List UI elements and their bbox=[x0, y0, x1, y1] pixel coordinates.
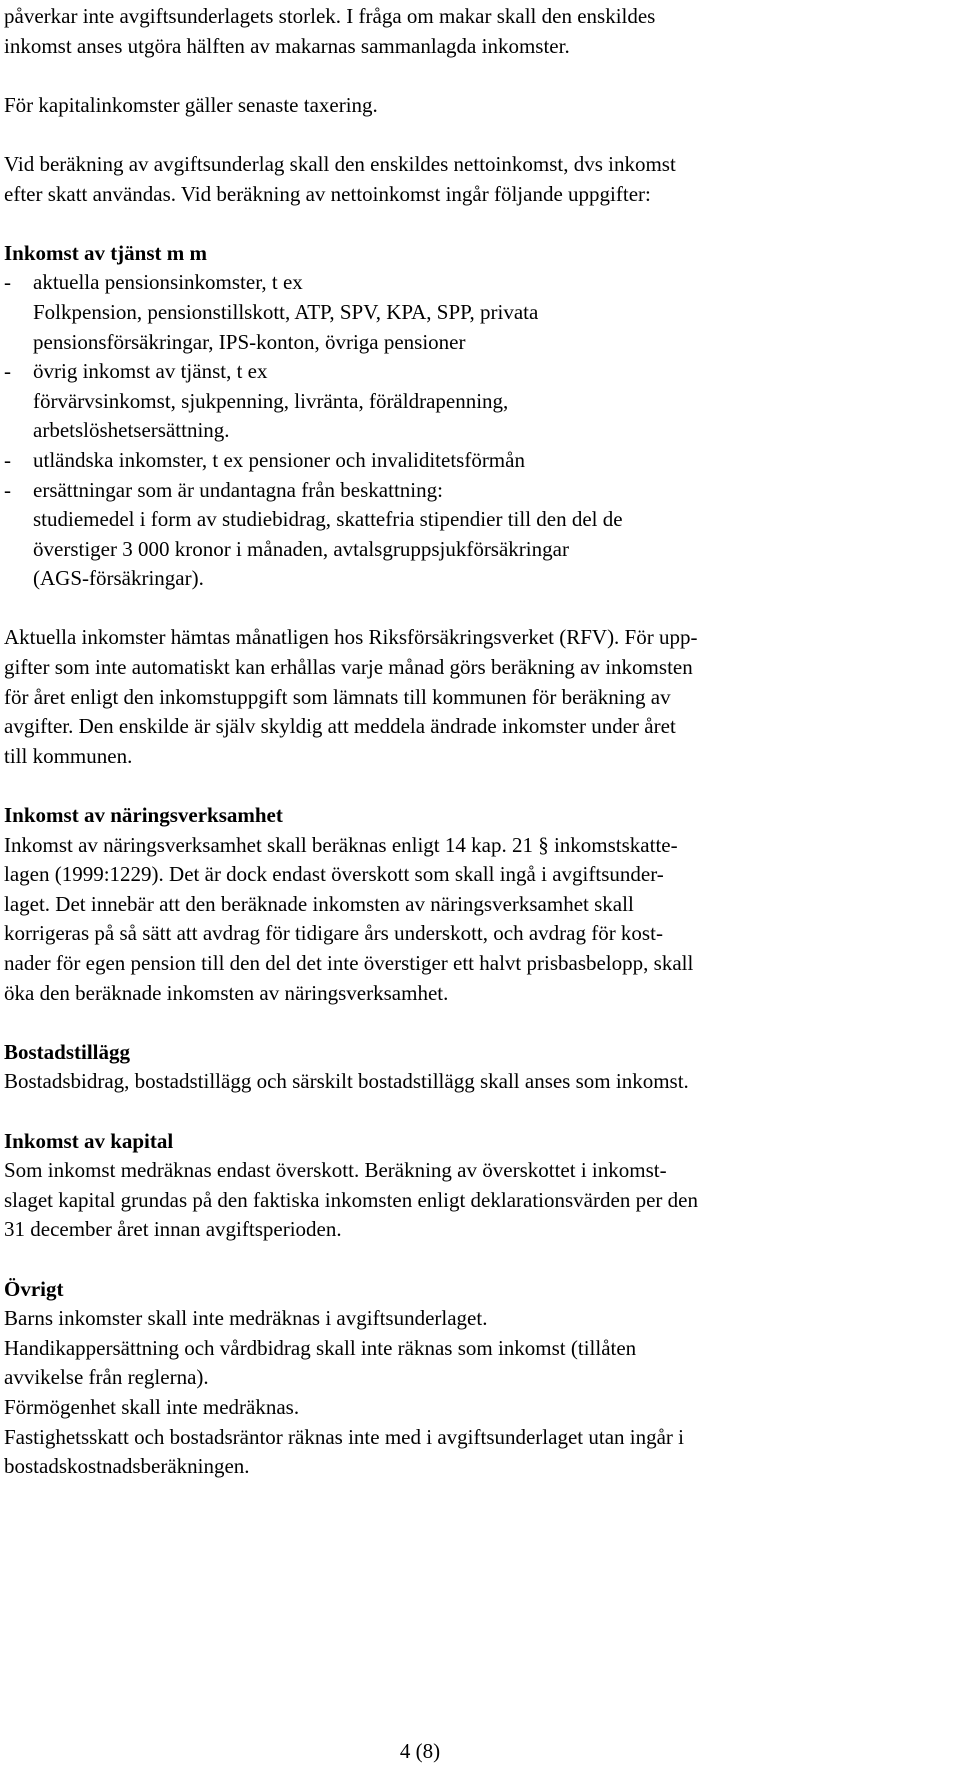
spacer bbox=[4, 1245, 960, 1275]
spacer bbox=[4, 1097, 960, 1127]
section-heading: Bostadstillägg bbox=[4, 1039, 131, 1064]
text-line: 31 december året innan avgiftsperioden. bbox=[4, 1217, 342, 1242]
text-line: för året enligt den inkomstuppgift som lämnats till kommunen för beräkning av bbox=[4, 684, 671, 709]
list-dash: - bbox=[4, 477, 11, 502]
text-line: lagen (1999:1229). Det är dock endast överskott som skall ingå i avgiftsunder- bbox=[4, 862, 664, 887]
text-line: slaget kapital grundas på den faktiska inkomsten enligt deklarationsvärden per den bbox=[4, 1187, 698, 1212]
text-line: Förmögenhet skall inte medräknas. bbox=[4, 1394, 300, 1419]
list-item-continuation: pensionsförsäkringar, IPS-konton, övriga pensioner bbox=[33, 329, 466, 354]
section-inkomst-av-tjanst bbox=[4, 239, 960, 594]
text-line: Barns inkomster skall inte medräknas i avgiftsunderlaget. bbox=[4, 1306, 488, 1331]
section-heading: Inkomst av tjänst m m bbox=[4, 240, 208, 265]
text-line: Handikappersättning och vårdbidrag skall inte räknas som inkomst (tillåten bbox=[4, 1335, 637, 1360]
section-naringsverksamhet bbox=[4, 801, 960, 1008]
section-heading: Övrigt bbox=[4, 1276, 64, 1301]
list-item-continuation: studiemedel i form av studiebidrag, skattefria stipendier till den del de bbox=[33, 507, 623, 532]
list-item bbox=[4, 357, 960, 387]
text-line: För kapitalinkomster gäller senaste taxering. bbox=[4, 92, 378, 117]
spacer bbox=[4, 120, 960, 150]
list-item-text: övrig inkomst av tjänst, t ex bbox=[33, 359, 268, 384]
page-number-text: 4 (8) bbox=[399, 1739, 441, 1763]
section-ovrigt bbox=[4, 1275, 960, 1482]
text-line: avgifter. Den enskilde är själv skyldig att meddela ändrade inkomster under året bbox=[4, 714, 676, 739]
text-line: bostadskostnadsberäkningen. bbox=[4, 1454, 250, 1479]
list-dash: - bbox=[4, 447, 11, 472]
spacer bbox=[4, 61, 960, 91]
list-item bbox=[4, 476, 960, 506]
section-bostadstillagg bbox=[4, 1038, 960, 1097]
text-line: avvikelse från reglerna). bbox=[4, 1365, 209, 1390]
list-item bbox=[4, 268, 960, 298]
list-item-continuation: (AGS-försäkringar). bbox=[33, 566, 204, 591]
paragraph-rfv bbox=[4, 623, 960, 771]
text-line: Som inkomst medräknas endast överskott. Beräkning av överskottet i inkomst- bbox=[4, 1158, 667, 1183]
list-item-continuation: överstiger 3 000 kronor i månaden, avtalsgruppsjukförsäkringar bbox=[33, 536, 569, 561]
text-line: öka den beräknade inkomsten av näringsverksamhet. bbox=[4, 980, 449, 1005]
section-inkomst-av-kapital bbox=[4, 1127, 960, 1245]
text-line: Aktuella inkomster hämtas månatligen hos Riksförsäkringsverket (RFV). För upp- bbox=[4, 625, 698, 650]
spacer bbox=[4, 594, 960, 624]
intro-paragraph bbox=[4, 2, 960, 61]
text-line: Vid beräkning av avgiftsunderlag skall den enskildes nettoinkomst, dvs inkomst bbox=[4, 151, 676, 176]
list-item bbox=[4, 446, 960, 476]
spacer bbox=[4, 1008, 960, 1038]
text-line: inkomst anses utgöra hälften av makarnas sammanlagda inkomster. bbox=[4, 33, 570, 58]
text-line: Bostadsbidrag, bostadstillägg och särskilt bostadstillägg skall anses som inkomst. bbox=[4, 1069, 689, 1094]
list-item-text: utländska inkomster, t ex pensioner och invaliditetsförmån bbox=[33, 447, 525, 472]
section-heading: Inkomst av näringsverksamhet bbox=[4, 803, 283, 828]
text-line: nader för egen pension till den del det inte överstiger ett halvt prisbasbelopp, skall bbox=[4, 951, 694, 975]
section-heading: Inkomst av kapital bbox=[4, 1128, 174, 1153]
list-item-continuation: Folkpension, pensionstillskott, ATP, SPV, KPA, SPP, privata bbox=[33, 299, 539, 324]
spacer bbox=[4, 209, 960, 239]
text-line: Inkomst av näringsverksamhet skall beräknas enligt 14 kap. 21 § inkomstskatte- bbox=[4, 832, 678, 857]
text-line: gifter som inte automatiskt kan erhållas varje månad görs beräkning av inkomsten bbox=[4, 655, 693, 680]
text-line: efter skatt användas. Vid beräkning av nettoinkomst ingår följande uppgifter: bbox=[4, 181, 651, 206]
spacer bbox=[4, 771, 960, 801]
list-item-continuation: förvärvsinkomst, sjukpenning, livränta, föräldrapenning, bbox=[33, 388, 509, 413]
text-line: påverkar inte avgiftsunderlagets storlek. I fråga om makar skall den enskildes bbox=[4, 4, 656, 28]
list-item-text: ersättningar som är undantagna från beskattning: bbox=[33, 477, 443, 502]
list-item-text: aktuella pensionsinkomster, t ex bbox=[33, 270, 303, 295]
text-line: laget. Det innebär att den beräknade inkomsten av näringsverksamhet skall bbox=[4, 891, 634, 916]
list-dash: - bbox=[4, 359, 11, 384]
list-dash: - bbox=[4, 270, 11, 295]
list-item-continuation: arbetslöshetsersättning. bbox=[33, 418, 230, 443]
text-line: korrigeras på så sätt att avdrag för tidigare års underskott, och avdrag för kost- bbox=[4, 921, 663, 946]
text-line: Fastighetsskatt och bostadsräntor räknas inte med i avgiftsunderlaget utan ingår i bbox=[4, 1424, 684, 1449]
page-number bbox=[0, 1737, 960, 1767]
text-line: till kommunen. bbox=[4, 743, 133, 768]
